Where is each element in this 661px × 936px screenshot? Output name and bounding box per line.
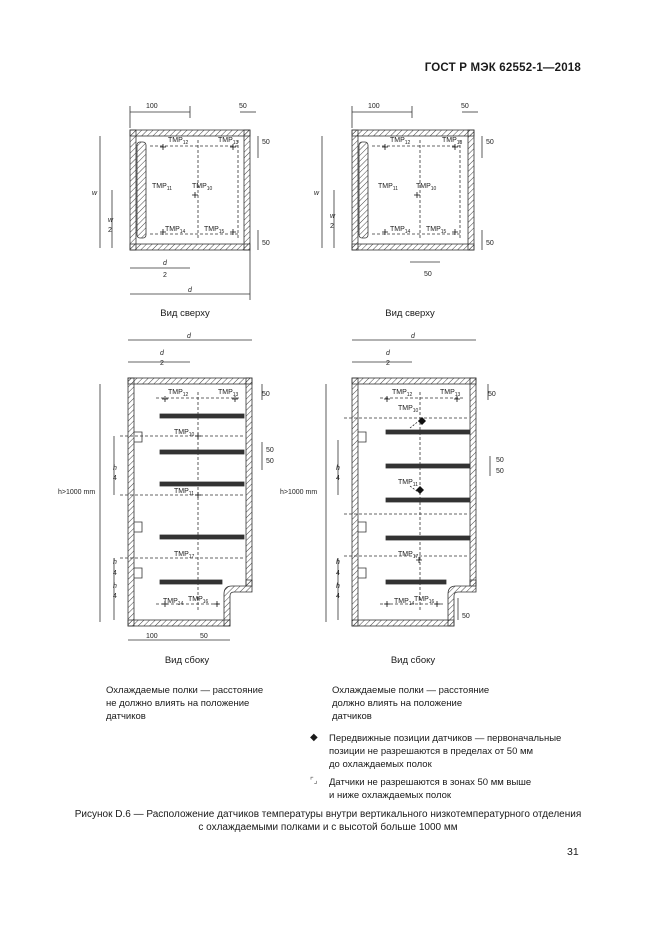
svg-text:50: 50 [496, 468, 504, 475]
svg-text:h: h [113, 583, 117, 590]
svg-text:TMP15: $TMP_{15}$ [426, 226, 447, 235]
svg-text:50: 50 [496, 457, 504, 464]
svg-text:TMP12: $TMP_{12}$ [168, 389, 189, 398]
svg-text:d: d [411, 333, 415, 340]
svg-text:TMP13: $TMP_{13}$ [218, 137, 239, 146]
svg-text:50: 50 [461, 103, 469, 110]
note-left-line2: не должно влиять на положение [106, 698, 250, 709]
svg-text:TMP16: $TMP_{16}$ [188, 596, 209, 605]
svg-text:d: d [163, 260, 167, 267]
svg-text:50: 50 [200, 633, 208, 640]
svg-text:50: 50 [486, 139, 494, 146]
caption-top-view-right: Вид сверху [385, 308, 435, 319]
svg-text:TMP13: $TMP_{13}$ [218, 389, 239, 398]
svg-text:TMP10: $TMP_{10}$ [192, 183, 213, 192]
note-right-line2: должно влиять на положение [332, 698, 463, 709]
svg-text:2: 2 [330, 223, 334, 230]
svg-text:TMP11: $TMP_{11}$ [152, 183, 172, 192]
svg-text:TMP12: $TMP_{12}$ [168, 137, 189, 146]
svg-text:h: h [113, 465, 117, 472]
svg-text:h>1000 mm: h>1000 mm [280, 489, 318, 496]
svg-text:50: 50 [462, 613, 470, 620]
top-view-right [322, 106, 482, 262]
caption-side-view-right: Вид сбоку [390, 655, 436, 666]
svg-text:TMP10: $TMP_{10}$ [398, 405, 419, 414]
note-left-line3: датчиков [106, 711, 146, 722]
svg-text:TMP12: $TMP_{12}$ [392, 389, 413, 398]
svg-text:TMP16: $TMP_{16}$ [414, 596, 435, 605]
svg-text:w: w [314, 190, 320, 197]
figure-caption [58, 808, 598, 834]
svg-text:2: 2 [163, 272, 167, 279]
svg-text:2: 2 [108, 227, 112, 234]
svg-text:TMP10: $TMP_{10}$ [416, 183, 437, 192]
svg-text:TMP14: $TMP_{14}$ [163, 598, 184, 607]
svg-text:h: h [113, 559, 117, 566]
legend-diamond-line1: Передвижные позиции датчиков — первоначальные [329, 733, 562, 744]
svg-text:4: 4 [113, 570, 117, 577]
svg-text:100: 100 [146, 103, 158, 110]
svg-text:TMP11: $TMP_{11}$ [398, 479, 418, 488]
svg-text:2: 2 [386, 360, 390, 367]
svg-text:h: h [336, 465, 340, 472]
top-view-right-labels [314, 103, 494, 278]
svg-text:d: d [160, 350, 164, 357]
note-right [332, 684, 532, 723]
note-right-line1: Охлаждаемые полки — расстояние [332, 685, 490, 696]
figure-caption-line1: Рисунок D.6 — Расположение датчиков температуры внутри вертикального низкотемпературного отделения [74, 809, 582, 820]
legend-zone-icon: ⌜⌟ [310, 776, 318, 785]
svg-text:50: 50 [424, 271, 432, 278]
svg-text:4: 4 [113, 475, 117, 482]
svg-text:4: 4 [113, 593, 117, 600]
svg-text:50: 50 [488, 391, 496, 398]
svg-text:TMP14: $TMP_{14}$ [165, 226, 186, 235]
svg-text:50: 50 [239, 103, 247, 110]
svg-text:TMP14: $TMP_{14}$ [390, 226, 411, 235]
svg-text:d: d [187, 333, 191, 340]
svg-text:d: d [188, 287, 192, 294]
svg-text:4: 4 [336, 593, 340, 600]
svg-text:TMP11: $TMP_{11}$ [378, 183, 398, 192]
legend-diamond [329, 732, 589, 771]
note-right-line3: датчиков [332, 711, 372, 722]
svg-text:4: 4 [336, 475, 340, 482]
top-view-left [100, 106, 258, 300]
legend-zone [329, 776, 589, 802]
svg-text:50: 50 [266, 458, 274, 465]
svg-text:50: 50 [262, 391, 270, 398]
svg-text:TMP13: $TMP_{13}$ [440, 389, 461, 398]
svg-text:100: 100 [368, 103, 380, 110]
note-left-line1: Охлаждаемые полки — расстояние [106, 685, 264, 696]
svg-text:d: d [386, 350, 390, 357]
legend-diamond-line3: до охлаждаемых полок [329, 759, 432, 770]
legend-diamond-icon: ◆ [310, 732, 318, 743]
note-left [106, 684, 296, 723]
svg-text:TMP13: $TMP_{13}$ [442, 137, 463, 146]
svg-text:50: 50 [262, 139, 270, 146]
page-number: 31 [567, 846, 579, 858]
svg-text:50: 50 [262, 240, 270, 247]
document-header: ГОСТ Р МЭК 62552-1—2018 [424, 62, 581, 74]
svg-text:TMP14: $TMP_{14}$ [394, 598, 415, 607]
caption-side-view-left: Вид сбоку [164, 655, 210, 666]
svg-text:w: w [330, 213, 336, 220]
svg-text:TMP17: $TMP_{17}$ [398, 551, 419, 560]
svg-text:TMP17: $TMP_{17}$ [174, 551, 195, 560]
svg-text:h: h [336, 583, 340, 590]
svg-text:TMP11: $TMP_{11}$ [174, 488, 194, 497]
svg-text:50: 50 [486, 240, 494, 247]
legend-zone-line1: Датчики не разрешаются в зонах 50 мм выше [329, 777, 532, 788]
svg-text:100: 100 [146, 633, 158, 640]
svg-text:h>1000 mm: h>1000 mm [58, 489, 96, 496]
svg-text:w: w [108, 217, 114, 224]
svg-text:TMP12: $TMP_{12}$ [390, 137, 411, 146]
svg-text:50: 50 [266, 447, 274, 454]
svg-text:w: w [92, 190, 98, 197]
caption-top-view-left: Вид сверху [160, 308, 210, 319]
svg-text:4: 4 [336, 570, 340, 577]
legend-zone-line2: и ниже охлаждаемых полок [329, 790, 452, 801]
svg-text:2: 2 [160, 360, 164, 367]
svg-text:TMP15: $TMP_{15}$ [204, 226, 225, 235]
figure-caption-line2: с охлаждаемыми полками и с высотой больше 1000 мм [198, 822, 458, 833]
legend-diamond-line2: позиции не разрешаются в пределах от 50 мм [329, 746, 534, 757]
svg-text:h: h [336, 559, 340, 566]
svg-text:TMP10: $TMP_{10}$ [174, 429, 195, 438]
